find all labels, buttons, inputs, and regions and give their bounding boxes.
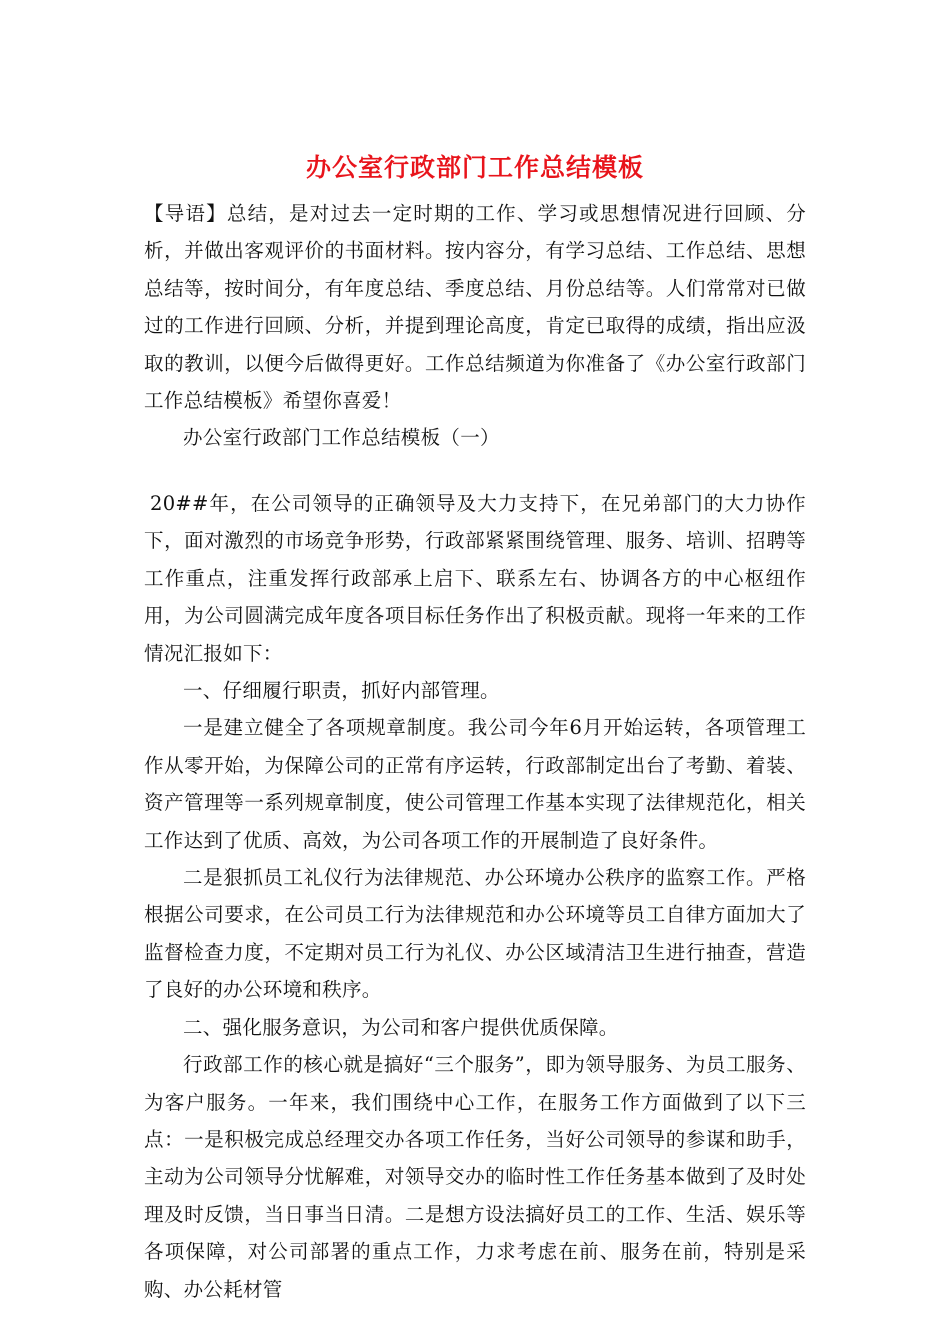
body-paragraph: 行政部工作的核心就是搞好“三个服务”，即为领导服务、为员工服务、为客户服务。一年来，我们围绕中心工作，在服务工作方面做到了以下三点：一是积极完成总经理交办各项工作任务，当好公司领导的参谋和助手，主动为公司领导分忧解难，对领导交办的临时性工作任务基本做到了及时处理及时反馈，当日事当日清。二是想方设法搞好员工的工作、生活、娱乐等各项保障，对公司部署的重点工作，力求考虑在前、服务在前，特别是采购、办公耗材管: [144, 1053, 806, 1301]
section-heading-block: [144, 419, 806, 456]
body-paragraph: 二、强化服务意识，为公司和客户提供优质保障。: [183, 1015, 619, 1039]
intro-section: [144, 195, 806, 419]
body-paragraph: 一、仔细履行职责，抓好内部管理。: [183, 679, 500, 703]
section-title: 办公室行政部门工作总结模板（一）: [183, 426, 500, 449]
body-section: [144, 485, 806, 1308]
intro-paragraph: 【导语】总结，是对过去一定时期的工作、学习或思想情况进行回顾、分析，并做出客观评价的书面材料。按内容分，有学习总结、工作总结、思想总结等，按时间分，有年度总结、季度总结、月份总结等。人们常常对已做过的工作进行回顾、分析，并提到理论高度，肯定已取得的成绩，指出应汲取的教训，以便今后做得更好。工作总结频道为你准备了《办公室行政部门工作总结模板》希望你喜爱！: [144, 202, 806, 413]
body-paragraph: 一是建立健全了各项规章制度。我公司今年6月开始运转，各项管理工作从零开始，为保障公司的正常有序运转，行政部制定出台了考勤、着装、资产管理等一系列规章制度，使公司管理工作基本实现了法律规范化，相关工作达到了优质、高效，为公司各项工作的开展制造了良好条件。: [144, 716, 806, 852]
body-paragraph: 20##年，在公司领导的正确领导及大力支持下，在兄弟部门的大力协作下，面对激烈的市场竞争形势，行政部紧紧围绕管理、服务、培训、招聘等工作重点，注重发挥行政部承上启下、联系左右、协调各方的中心枢纽作用，为公司圆满完成年度各项目标任务作出了积极贡献。现将一年来的工作情况汇报如下：: [144, 492, 806, 665]
body-paragraph: 二是狠抓员工礼仪行为法律规范、办公环境办公秩序的监察工作。严格根据公司要求，在公司员工行为法律规范和办公环境等员工自律方面加大了监督检查力度，不定期对员工行为礼仪、办公区域清洁卫生进行抽查，营造了良好的办公环境和秩序。: [144, 866, 806, 1002]
document-title: 办公室行政部门工作总结模板: [305, 153, 644, 182]
